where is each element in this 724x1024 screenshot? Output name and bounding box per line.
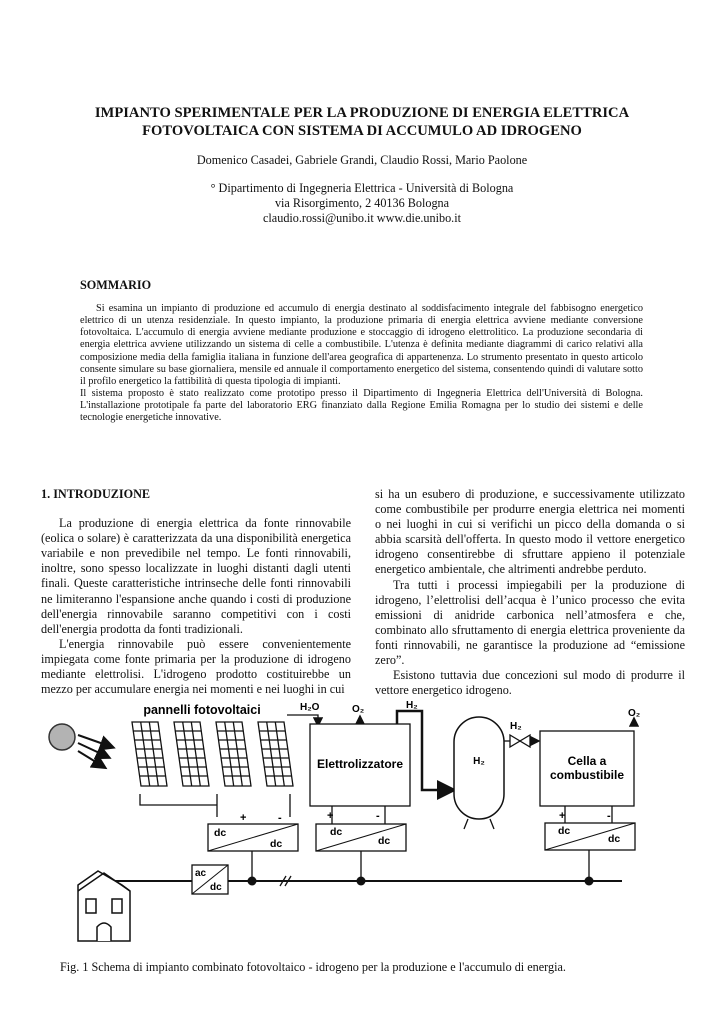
dc-in-1: dc (214, 827, 227, 839)
dcdc-converter-electrolyzer (316, 824, 406, 851)
right-paragraph-2: Tra tutti i processi impiegabili per la produzione di idrogeno, l’elettrolisi dell’acqua è l’unico processo che evita emissioni di anidride carbonica nell’atmosfera e che, combinato allo sfruttamento di energia elettrica proveniente da fonti rinnovabili, ne garantisce la produzione ad “emissione zero”. (375, 577, 685, 668)
pv-panel-1 (132, 722, 167, 786)
paper-title (60, 104, 664, 140)
right-column (375, 487, 685, 698)
title-line-2: FOTOVOLTAICA CON SISTEMA DI ACCUMULO AD IDROGENO (142, 123, 582, 139)
dc-out-3: dc (608, 833, 621, 845)
fuelcell-label-2: combustibile (549, 768, 625, 782)
pv-label: pannelli fotovoltaici (143, 703, 261, 717)
o2-label-fuelcell: O₂ (628, 708, 641, 719)
authors: Domenico Casadei, Gabriele Grandi, Claudio Rossi, Mario Paolone (196, 153, 528, 167)
fc-minus: - (607, 810, 611, 822)
affiliation-line-2: via Risorgimento, 2 40136 Bologna (274, 196, 450, 210)
tank-h2-label: H₂ (473, 756, 485, 767)
pv-panel-3 (216, 722, 251, 786)
valve-h2-label: H₂ (510, 721, 522, 732)
dc-in-3: dc (558, 825, 571, 837)
dc-out-2: dc (378, 835, 391, 847)
ac-label: ac (195, 868, 207, 879)
affiliation (60, 181, 664, 226)
system-diagram (40, 695, 684, 957)
left-paragraph-2: L'energia rinnovabile può essere convenientemente impiegata come fonte primaria per la produzione di idrogeno mediante elettrolisi. L'idrogeno prodotto costituirebbe un mezzo per accumulare energia nei momenti e nei luoghi in cui (41, 636, 351, 697)
sun-icon (49, 724, 75, 750)
fuelcell-label-1: Cella a (567, 754, 607, 768)
pv-minus: - (278, 812, 282, 824)
left-column (41, 487, 351, 697)
electrolyzer (310, 724, 410, 806)
figure-caption: Fig. 1 Schema di impianto combinato fotovoltaico - idrogeno per la produzione e l'accumulo di energia. (60, 960, 566, 974)
el-plus: + (327, 810, 334, 822)
pv-panels (132, 722, 293, 786)
sun-rays (78, 735, 112, 767)
pv-plus: + (240, 812, 247, 824)
left-paragraph-1: La produzione di energia elettrica da fonte rinnovabile (eolica o solare) è caratterizzata da una disponibilità energetica variabile e non prevedibile nel tempo. Le fonti rinnovabili, inoltre, sono spesso localizzate in luoghi distanti dagli utenti finali. Queste caratteristiche intrinseche delle fonti rinnovabili ne limiteranno l'espansione anche quando i costi di produzione dell'energia rinnovabile saranno competitivi con i costi dell'energia prodotta da fonti tradizionali. (41, 516, 351, 636)
h2-pipe-to-fuelcell (504, 735, 538, 747)
electrolyzer-label: Elettrolizzatore (316, 757, 404, 771)
o2-label-electrolyzer: O₂ (352, 704, 365, 715)
dc-label-inverter: dc (210, 882, 222, 893)
fc-plus: + (559, 810, 566, 822)
acdc-inverter (192, 865, 228, 894)
affiliation-line-1: ° Dipartimento di Ingegneria Elettrica - Università di Bologna (210, 181, 514, 195)
dc-out-1: dc (270, 838, 283, 850)
el-minus: - (376, 810, 380, 822)
h2o-label: H₂O (300, 702, 320, 713)
pv-panel-4 (258, 722, 293, 786)
right-paragraph-3: Esistono tuttavia due concezioni sul modo di produrre il vettore energetico idrogeno. (375, 668, 685, 698)
dc-in-2: dc (330, 826, 343, 838)
affiliation-line-3: claudio.rossi@unibo.it www.die.unibo.it (263, 211, 461, 225)
hydrogen-tank (454, 717, 504, 829)
h2-label-electrolyzer: H₂ (406, 700, 418, 711)
sommario-heading: SOMMARIO (80, 278, 152, 292)
abstract (80, 303, 643, 425)
fuel-cell (540, 731, 634, 806)
right-paragraph-1: si ha un esubero di produzione, e successivamente utilizzato come combustibile per produrre energia elettrica nei momenti o nei luoghi in cui si verifichi un picco della domanda o si abbia scarsità dell'offerta. In questo modo il vettore energetico idrogeno consentirebbe di sfruttare appieno il potenziale energetico ambientale, che altrimenti andrebbe perduto. (375, 487, 685, 577)
pv-panel-2 (174, 722, 209, 786)
abstract-paragraph-1: Si esamina un impianto di produzione ed accumulo di energia destinato al soddisfacimento integrale del fabbisogno energetico elettrico di un utenza residenziale. In questo impianto, la produzione primaria di energia elettrica avviene mediante conversione fotovoltaica. L'accumulo di energia avviene mediante produzione e stoccaggio di idrogeno elettrolitico. La produzione secondaria di energia elettrica avviene utilizzando un sistema di celle a combustibile. L'utenza è definita mediante diagrammi di carico relativi alla composizione media della famiglia italiana in funzione dell'area geografica di appartenenza. Lo strumento presentato in questo articolo consente simulare su base giornaliera, mensile ed annuale il comportamento energetico del sistema, consentendo quindi di valutare sotto il profilo energetico la fattibilità di questa tipologia di impianti. (80, 303, 643, 387)
title-line-1: IMPIANTO SPERIMENTALE PER LA PRODUZIONE DI ENERGIA ELETTRICA (94, 105, 630, 121)
dcdc-converter-pv (208, 824, 298, 851)
intro-heading: 1. INTRODUZIONE (41, 487, 151, 501)
abstract-paragraph-2: Il sistema proposto è stato realizzato come prototipo presso il Dipartimento di Ingegneria Elettrica dell'Università di Bologna. L'installazione prototipale fa parte del laboratorio ERG finanziato dalla Regione Emilia Romagna per lo studio dei sistemi e delle tecnologie energetiche innovative. (80, 388, 643, 424)
dcdc-converter-fuelcell (545, 823, 635, 850)
